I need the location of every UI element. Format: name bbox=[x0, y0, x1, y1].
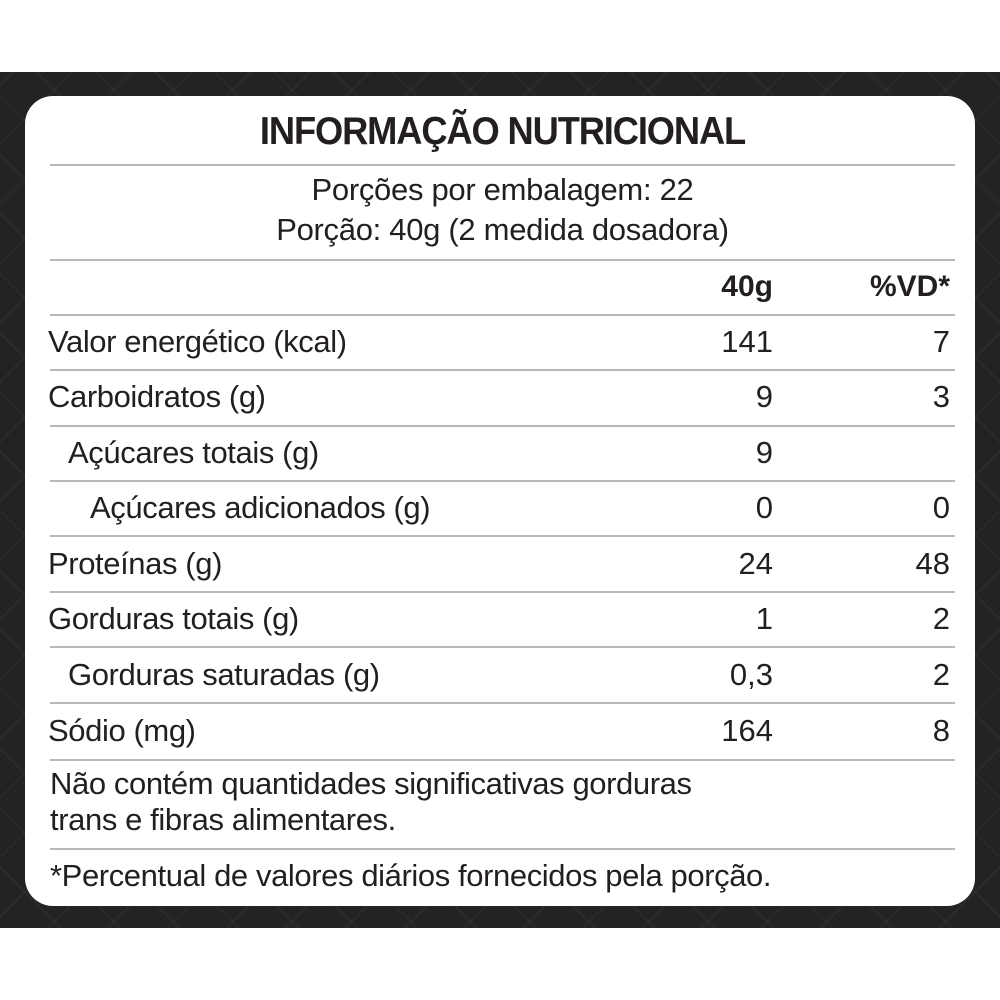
divider bbox=[50, 164, 955, 166]
row-label-total-fat: Gorduras totais (g) bbox=[48, 601, 299, 636]
row-dv-saturated-fat: 2 bbox=[932, 657, 950, 692]
row-label-energy: Valor energético (kcal) bbox=[48, 324, 347, 359]
divider bbox=[50, 480, 955, 482]
row-label-carbohydrates: Carboidratos (g) bbox=[48, 379, 266, 414]
row-dv-carbohydrates: 3 bbox=[932, 379, 950, 414]
servings-per-package: Porções por embalagem: 22 bbox=[311, 172, 694, 207]
divider bbox=[50, 259, 955, 261]
row-amount-total-sugars: 9 bbox=[755, 435, 773, 470]
row-amount-sodium: 164 bbox=[721, 713, 773, 748]
footnote: *Percentual de valores diários fornecidos pela porção. bbox=[50, 858, 772, 893]
divider bbox=[50, 646, 955, 648]
divider bbox=[50, 591, 955, 593]
row-label-saturated-fat: Gorduras saturadas (g) bbox=[68, 657, 380, 692]
row-dv-total-fat: 2 bbox=[932, 601, 950, 636]
row-label-sodium: Sódio (mg) bbox=[48, 713, 196, 748]
row-dv-added-sugars: 0 bbox=[932, 490, 950, 525]
column-header-amount: 40g bbox=[721, 270, 773, 303]
table-title: INFORMAÇÃO NUTRICIONAL bbox=[259, 110, 746, 153]
row-label-added-sugars: Açúcares adicionados (g) bbox=[90, 490, 431, 525]
divider bbox=[50, 314, 955, 316]
note-line-2: trans e fibras alimentares. bbox=[50, 802, 396, 837]
row-dv-energy: 7 bbox=[932, 324, 950, 359]
column-header-daily-value: %VD* bbox=[869, 270, 950, 303]
divider bbox=[50, 848, 955, 850]
divider bbox=[50, 425, 955, 427]
row-amount-total-fat: 1 bbox=[755, 601, 773, 636]
divider bbox=[50, 702, 955, 704]
row-dv-sodium: 8 bbox=[932, 713, 950, 748]
row-label-proteins: Proteínas (g) bbox=[48, 546, 222, 581]
divider bbox=[50, 535, 955, 537]
row-amount-carbohydrates: 9 bbox=[755, 379, 773, 414]
divider bbox=[50, 759, 955, 761]
row-amount-added-sugars: 0 bbox=[755, 490, 773, 525]
row-label-total-sugars: Açúcares totais (g) bbox=[68, 435, 319, 470]
row-dv-proteins: 48 bbox=[915, 546, 950, 581]
serving-size: Porção: 40g (2 medida dosadora) bbox=[276, 212, 729, 247]
note-line-1: Não contém quantidades significativas gorduras bbox=[50, 766, 692, 801]
row-amount-proteins: 24 bbox=[738, 546, 773, 581]
divider bbox=[50, 369, 955, 371]
row-amount-energy: 141 bbox=[721, 324, 773, 359]
row-amount-saturated-fat: 0,3 bbox=[729, 657, 773, 692]
